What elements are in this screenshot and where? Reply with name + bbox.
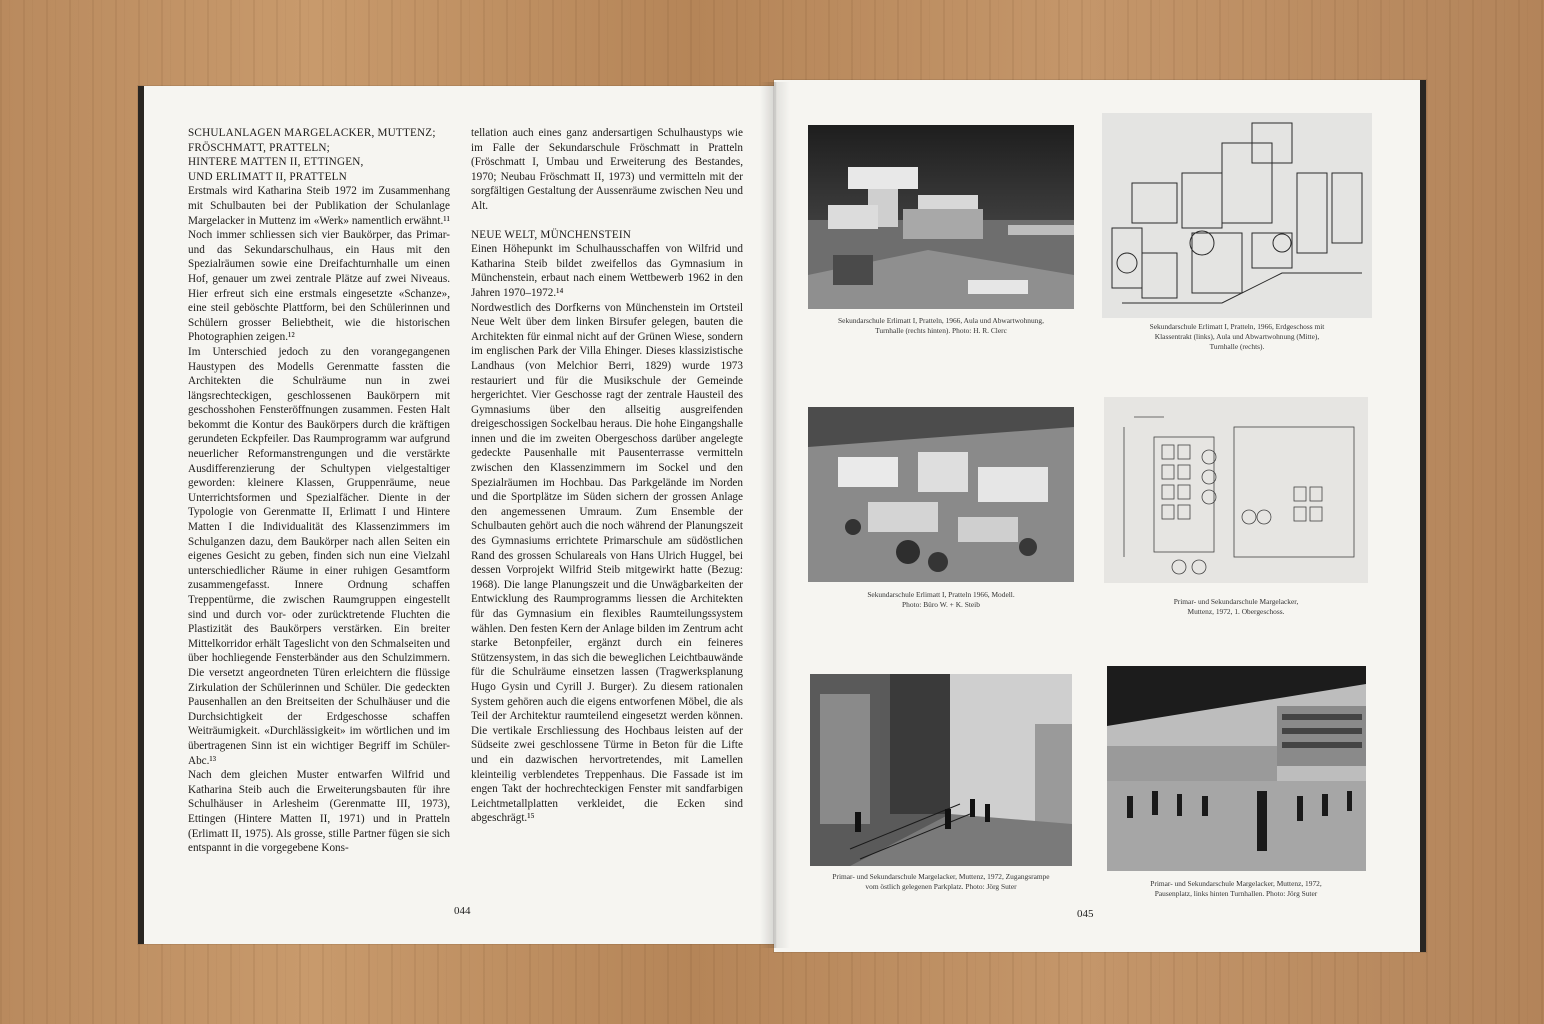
- caption-2: Sekundarschule Erlimatt I, Pratteln, 1966, Erdgeschoss mit Klassentrakt (links), Aula und Abwartwohnung (Mitte), Turnhalle (rechts).: [1149, 322, 1325, 351]
- section-heading-2: NEUE WELT, MÜNCHENSTEIN: [471, 228, 632, 241]
- book-gutter: [760, 82, 790, 948]
- ramp-photo-margelacker: [810, 674, 1072, 866]
- caption-5: Primar- und Sekundarschule Margelacker, Muttenz, 1972, Zugangsrampe vom östlich gelegenen Parkplatz. Photo: Jörg Suter: [832, 872, 1050, 891]
- paragraph: Im Unterschied jedoch zu den vorangegangenen Haustypen des Modells Gerenmatte fassten die Architekten die Schulräume nun in zwei längsrechteckigen, geschlossenen Baukörpern mit geschosshohen Fensteröffnungen zusammen. Festen Halt bekommt die Kontur des Baukörpers durch die kräftigen gerundeten Eckpfeiler. Das Raumprogramm war aufgrund neuerlicher Reformanstrengungen und die verstärkte Ausdifferenzierung der Schultypen vielgestaltiger geworden: kleinere Klassen, Gruppenräume, neue Unterrichtsformen und Spezialfächer. Diente in der Typologie von Gerenmatte II, Erlimatt I und Hintere Matten I die Individualität des Klassenzimmers im Schulganzen dazu, dem Baukörper nach allen Seiten ein eigenes Gesicht zu geben, finden sich nun eine Vielzahl unterschiedlicher Räume in einer ruhigen Gesamtform zusammengefasst. Innere Ordnung schaffen Treppentürme, die zwischen Raumgruppen eingestellt sind und durch vor- oder zurücktretende Fluchten die Plastizität des Baukörpers verstärken. Ein breiter Mittelkorridor erhält Tageslicht von den Schmalseiten und über hochliegende Fensterbänder aus den Schulzimmern. Die versetzt angeordneten Türen erleichtern die flüssige Zirkulation der Schülerinnen und Schüler. Die gedeckten Pausenhallen an den Breitseiten der Schulhäuser und die Durchsichtigkeit der Erdgeschosse schaffen Weiträumigkeit. «Durchlässigkeit» im wörtlichen und im übertragenen Sinn ist ein wichtiger Begriff im Schüler-Abc.¹³: [188, 345, 450, 767]
- paragraph: Nordwestlich des Dorfkerns von Münchenstein im Ortsteil Neue Welt über dem linken Birsufer gelegen, bauten die Architekten für einmal nicht auf der Grünen Wiese, sondern im englischen Park der Villa Ehinger. Dieses klassizistische Landhaus (von Melchior Berri, 1829) wurde 1973 restauriert und für die Musikschule der Gemeinde hergerichtet. Vier Geschosse ragt der zentrale Hausteil des Gymnasiums über den allseitig ausgreifenden dreigeschossigen Sockelbau heraus. Die hohe Eingangshalle innen und die im zweiten Obergeschoss darüber angelegte gedeckte Pausenhalle mit Pausenterrasse vermitteln zwischen den Klassenzimmern im Sockel und den Spezialräumen im Hochbau. Das Parkgelände im Norden und die Sportplätze im Süden sichern der grossen Anlage den angemessenen Umraum. Zum Ensemble der Schulbauten gehört auch die noch während der Planungszeit des Gymnasiums errichtete Primarschule am südöstlichen Rand des grossen Schulareals von Hans Ulrich Huggel, bei dessen Vorprojekt Wilfrid Steib mitgewirkt hatte (Bezug: 1968). Die lange Planungszeit und die Unwägbarkeiten der Entwicklung des Raumprogramms liessen die Architekten für das Gymnasium ein flexibles Raumteilungssystem wählen. Den festen Kern der Anlage bilden im Zentrum acht starke Betonpfeiler, ergänzt durch ein feineres Stützensystem, in das sich die beweglichen Leichtbauwände für die Schulräume einsetzen lassen (Tragwerksplanung Hugo Gysin und Cyrill J. Burger). Zu diesem rationalen System gehören auch die eigens entworfenen Möbel, die als Teil der Architektur raumteilend eingesetzt werden können. Die vertikale Erschliessung des Hochbaus leisten auf der Südseite zwei geschlossene Türme in Beton für die Lifte und ein dazwischen hervortretendes, mit Lamellen kleinteilig verblendetes Treppenhaus. Die Fassade ist im engen Takt der hochrechteckigen Fenster mit sandfarbigen Leichtmetallplatten verkleidet, die Ecken sind abgeschrägt.¹⁵: [471, 301, 743, 825]
- paragraph: tellation auch eines ganz andersartigen Schulhaustyps wie im Falle der Sekundarschule Fröschmatt in Pratteln (Fröschmatt I, Umbau und Erweiterung des Bestandes, 1970; Neubau Fröschmatt II, 1973) und vermitteln mit der sorgfältigen Gestaltung der Aussenräume zwischen Neu und Alt.: [471, 127, 743, 212]
- floor-plan-margelacker: [1104, 397, 1368, 583]
- building-photo-erlimatt: [808, 125, 1074, 309]
- text-column-1: [188, 126, 450, 856]
- page-number-left: 044: [454, 905, 471, 917]
- paragraph: Erstmals wird Katharina Steib 1972 im Zusammenhang mit Schulbauten bei der Publikation der Schulanlage Margelacker in Muttenz im «Werk» namentlich erwähnt.¹¹ Noch immer schliessen sich vier Baukörper, das Primar- und das Sekundarschulhaus, ein Haus mit den Spezialräumen sowie eine Dreifachturnhalle um einen Hof, genauer um zwei zentrale Plätze auf zwei Niveaus. Hier erfreut sich eine erstmals eingesetzte «Schanze», eine steil geböschte Plattform, bei den Schülerinnen und Schülern grosser Beliebtheit, wie die historischen Photographien zeigen.¹²: [188, 185, 450, 344]
- page-number-right: 045: [1077, 908, 1094, 920]
- caption-3: Sekundarschule Erlimatt I, Pratteln 1966, Modell. Photo: Büro W. + K. Steib: [867, 590, 1015, 609]
- paragraph: Nach dem gleichen Muster entwarfen Wilfrid und Katharina Steib auch die Erweiterungsbauten für ihre Schulhäuser in Arlesheim (Gerenmatte III, 1973), Ettingen (Hintere Matten II, 1971) und in Pratteln (Erlimatt II, 1975). Als grosse, stille Partner fügen sie sich entspannt in die vorgegebene Kons-: [188, 769, 450, 855]
- playground-photo-margelacker: [1107, 666, 1366, 871]
- caption-4: Primar- und Sekundarschule Margelacker, Muttenz, 1972, 1. Obergeschoss.: [1173, 597, 1299, 616]
- model-photo-erlimatt: [808, 407, 1074, 582]
- paragraph: Einen Höhepunkt im Schulhausschaffen von Wilfrid und Katharina Steib bildet zweifellos das Gymnasium in Münchenstein, erbaut nach einem Wettbewerb 1962 in den Jahren 1970–1972.¹⁴: [471, 243, 743, 299]
- caption-1: Sekundarschule Erlimatt I, Pratteln, 1966, Aula und Abwartwohnung, Turnhalle (rechts hinten). Photo: H. R. Clerc: [838, 316, 1044, 335]
- text-column-2: [471, 126, 743, 826]
- caption-6: Primar- und Sekundarschule Margelacker, Muttenz, 1972, Pausenplatz, links hinten Turnhallen. Photo: Jörg Suter: [1150, 879, 1322, 898]
- section-heading-1: SCHULANLAGEN MARGELACKER, MUTTENZ; FRÖSCHMATT, PRATTELN; HINTERE MATTEN II, ETTINGEN, UND ERLIMATT II, PRATTELN: [188, 127, 436, 183]
- floor-plan-erlimatt: [1102, 113, 1372, 318]
